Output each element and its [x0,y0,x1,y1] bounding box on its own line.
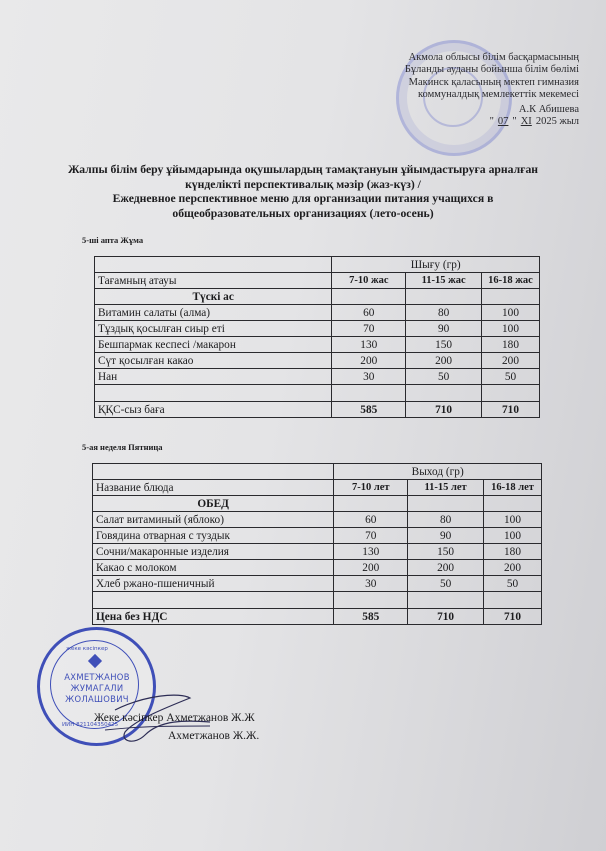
total-label: ҚҚС-сыз баға [95,402,332,418]
empty-row [95,385,540,402]
name-header: Название блюда [93,480,334,496]
table-row: Тұздық қосылған сиыр еті 70 90 100 [95,321,540,337]
age-header: 16-18 жас [482,273,540,289]
approval-date-month: XI [520,116,532,128]
signer-ru: Ахметжанов Ж.Ж. [168,730,260,742]
age-header: 7-10 лет [334,480,408,496]
seal-stamp: АХМЕТЖАНОВ ЖУМАГАЛИ ЖОЛАШОВИЧ жеке кәсіпкер ИИН 821104350425 [37,627,156,746]
table-row: Какао с молоком 200 200 200 [93,560,542,576]
approval-date-year: 2025 жыл [535,116,579,128]
name-header: Тағамның атауы [95,273,332,289]
table-header-row [95,273,540,289]
total-row: ҚҚС-сыз баға 585 710 710 [95,402,540,418]
age-header: 7-10 жас [332,273,406,289]
week-label-kz: 5-ші апта Жұма [82,235,144,245]
approval-line: Бұланды ауданы бойынша білім бөлімі [404,64,579,76]
table-header-row [93,464,542,480]
age-header: 11-15 лет [408,480,484,496]
table-row: Нан 30 50 50 [95,369,540,385]
table-header-row [93,480,542,496]
approval-block [383,52,579,129]
approval-date-day: 07 [497,116,509,128]
week-label-ru: 5-ая неделя Пятница [82,442,163,452]
age-header: 11-15 жас [406,273,482,289]
empty-row [93,592,542,609]
signer-kz: Жеке кәсіпкер Ахметжанов Ж.Ж [94,712,255,724]
menu-table-kz [94,256,540,418]
table-row: Хлеб ржано-пшеничный 30 50 50 [93,576,542,592]
section-row [95,289,540,305]
approval-signatory: А.К Абишева [518,104,579,116]
yield-header: Шығу (гр) [332,257,540,273]
table-row: Бешпармак кеспесі /макарон 130 150 180 [95,337,540,353]
table-row: Говядина отварная с туздык 70 90 100 [93,528,542,544]
approval-line: Акмола облысы білім басқармасының [408,52,579,63]
approval-line: Макинск қаласының мектеп гимназия [408,76,579,88]
section-row [93,496,542,512]
table-row: Витамин салаты (алма) 60 80 100 [95,305,540,321]
table-row: Салат витаминый (яблоко) 60 80 100 [93,512,542,528]
table-header-row [95,257,540,273]
table-row: Сочни/макаронные изделия 130 150 180 [93,544,542,560]
section-label: ОБЕД [93,496,334,512]
document-title: Жалпы білім беру ұйымдарында оқушылардың тамақтануын ұйымдастыруға арналған күнделікті перспективалық мәзір (жаз-күз) / Ежедневное перспективное меню для организации питания учащихся в общеобразовательных организациях (лето-осень) [67,163,539,220]
approval-line: коммуналдық мемлекеттік мекемесі [417,88,579,100]
yield-header: Выход (гр) [334,464,542,480]
total-label: Цена без НДС [93,609,334,625]
approval-date: " 07 " XI 2025 жыл [489,116,579,128]
age-header: 16-18 лет [484,480,542,496]
section-label: Түскі ас [95,289,332,305]
table-row: Сүт қосылған какао 200 200 200 [95,353,540,369]
total-row: Цена без НДС 585 710 710 [93,609,542,625]
menu-table-ru [92,463,542,625]
